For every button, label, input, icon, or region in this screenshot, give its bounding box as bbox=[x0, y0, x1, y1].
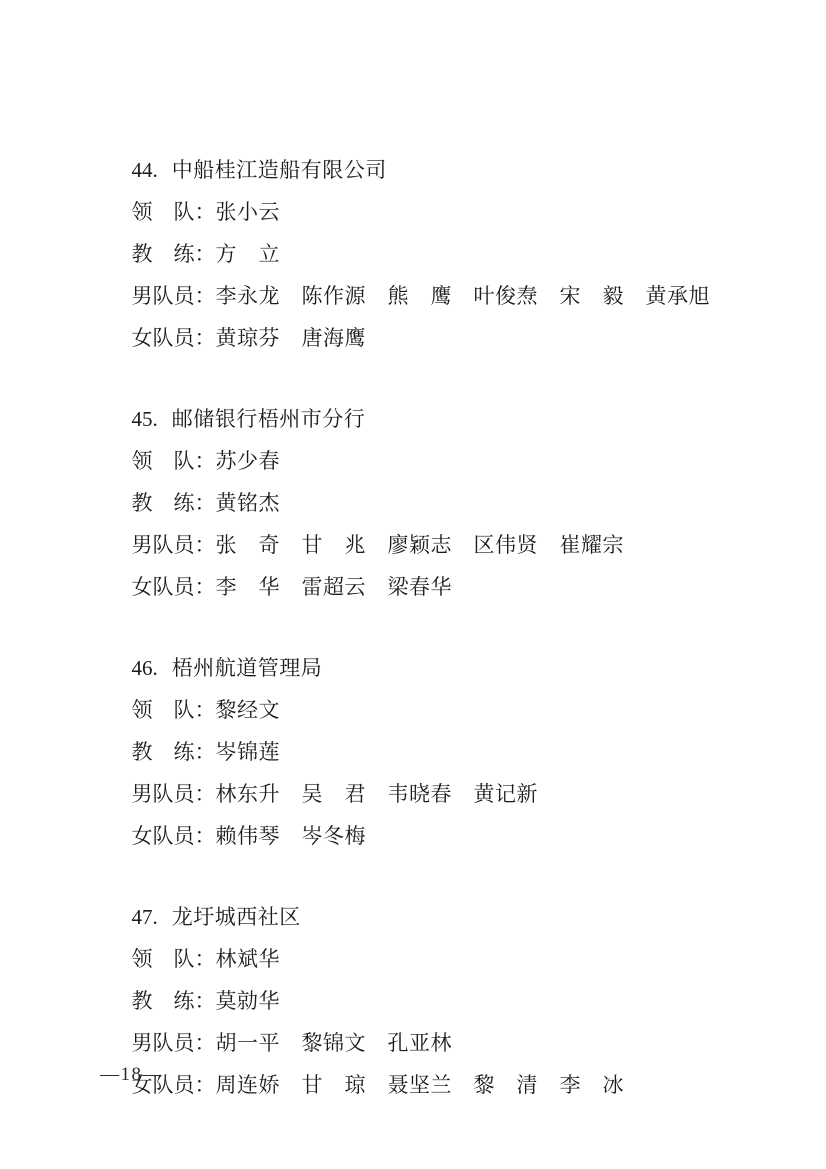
coach-name: 黄铭杰 bbox=[215, 491, 280, 515]
male-members-names: 张 奇 甘 兆 廖颖志 区伟贤 崔耀宗 bbox=[215, 533, 624, 557]
team-header bbox=[100, 854, 766, 929]
coach-label: 教 练： bbox=[131, 740, 216, 764]
male-members-names: 胡一平 黎锦文 孔亚林 bbox=[215, 1031, 452, 1055]
coach-name: 岑锦莲 bbox=[215, 740, 280, 764]
team-number: 44. bbox=[131, 158, 158, 182]
team-header bbox=[100, 356, 766, 431]
male-members-label: 男队员： bbox=[131, 533, 216, 557]
female-members-names: 李 华 雷超云 梁春华 bbox=[215, 575, 452, 599]
female-members-label: 女队员： bbox=[131, 326, 216, 350]
leader-label: 领 队： bbox=[131, 698, 216, 722]
leader-label: 领 队： bbox=[131, 449, 216, 473]
female-members-names: 赖伟琴 岑冬梅 bbox=[215, 824, 366, 848]
coach-name: 方 立 bbox=[215, 242, 280, 266]
leader-label: 领 队： bbox=[131, 200, 216, 224]
coach-label: 教 练： bbox=[131, 989, 216, 1013]
team-number: 46. bbox=[131, 656, 158, 680]
team-section-45 bbox=[100, 356, 766, 599]
coach-label: 教 练： bbox=[131, 491, 216, 515]
female-members-names: 周连娇 甘 琼 聂坚兰 黎 清 李 冰 bbox=[215, 1073, 624, 1097]
male-members-label: 男队员： bbox=[131, 284, 216, 308]
team-section-46 bbox=[100, 605, 766, 848]
leader-name: 苏少春 bbox=[215, 449, 280, 473]
male-members-label: 男队员： bbox=[131, 782, 216, 806]
leader-label: 领 队： bbox=[131, 947, 216, 971]
male-members-names: 李永龙 陈作源 熊 鹰 叶俊焘 宋 毅 黄承旭 bbox=[215, 284, 710, 308]
coach-name: 莫勍华 bbox=[215, 989, 280, 1013]
team-header bbox=[100, 107, 766, 182]
leader-name: 黎经文 bbox=[215, 698, 280, 722]
female-members-label: 女队员： bbox=[131, 824, 216, 848]
female-members-label: 女队员： bbox=[131, 1073, 216, 1097]
male-members-label: 男队员： bbox=[131, 1031, 216, 1055]
leader-name: 林斌华 bbox=[215, 947, 280, 971]
page-number: —18— bbox=[100, 1064, 163, 1085]
team-name: 梧州航道管理局 bbox=[171, 656, 323, 680]
team-header bbox=[100, 605, 766, 680]
team-name: 中船桂江造船有限公司 bbox=[171, 158, 387, 182]
coach-label: 教 练： bbox=[131, 242, 216, 266]
team-number: 47. bbox=[131, 905, 158, 929]
team-number: 45. bbox=[131, 407, 158, 431]
team-name: 邮储银行梧州市分行 bbox=[171, 407, 366, 431]
female-members-names: 黄琼芬 唐海鹰 bbox=[215, 326, 366, 350]
team-section-44 bbox=[100, 107, 766, 350]
male-members-names: 林东升 吴 君 韦晓春 黄记新 bbox=[215, 782, 538, 806]
female-members-label: 女队员： bbox=[131, 575, 216, 599]
team-name: 龙圩城西社区 bbox=[171, 905, 301, 929]
leader-name: 张小云 bbox=[215, 200, 280, 224]
